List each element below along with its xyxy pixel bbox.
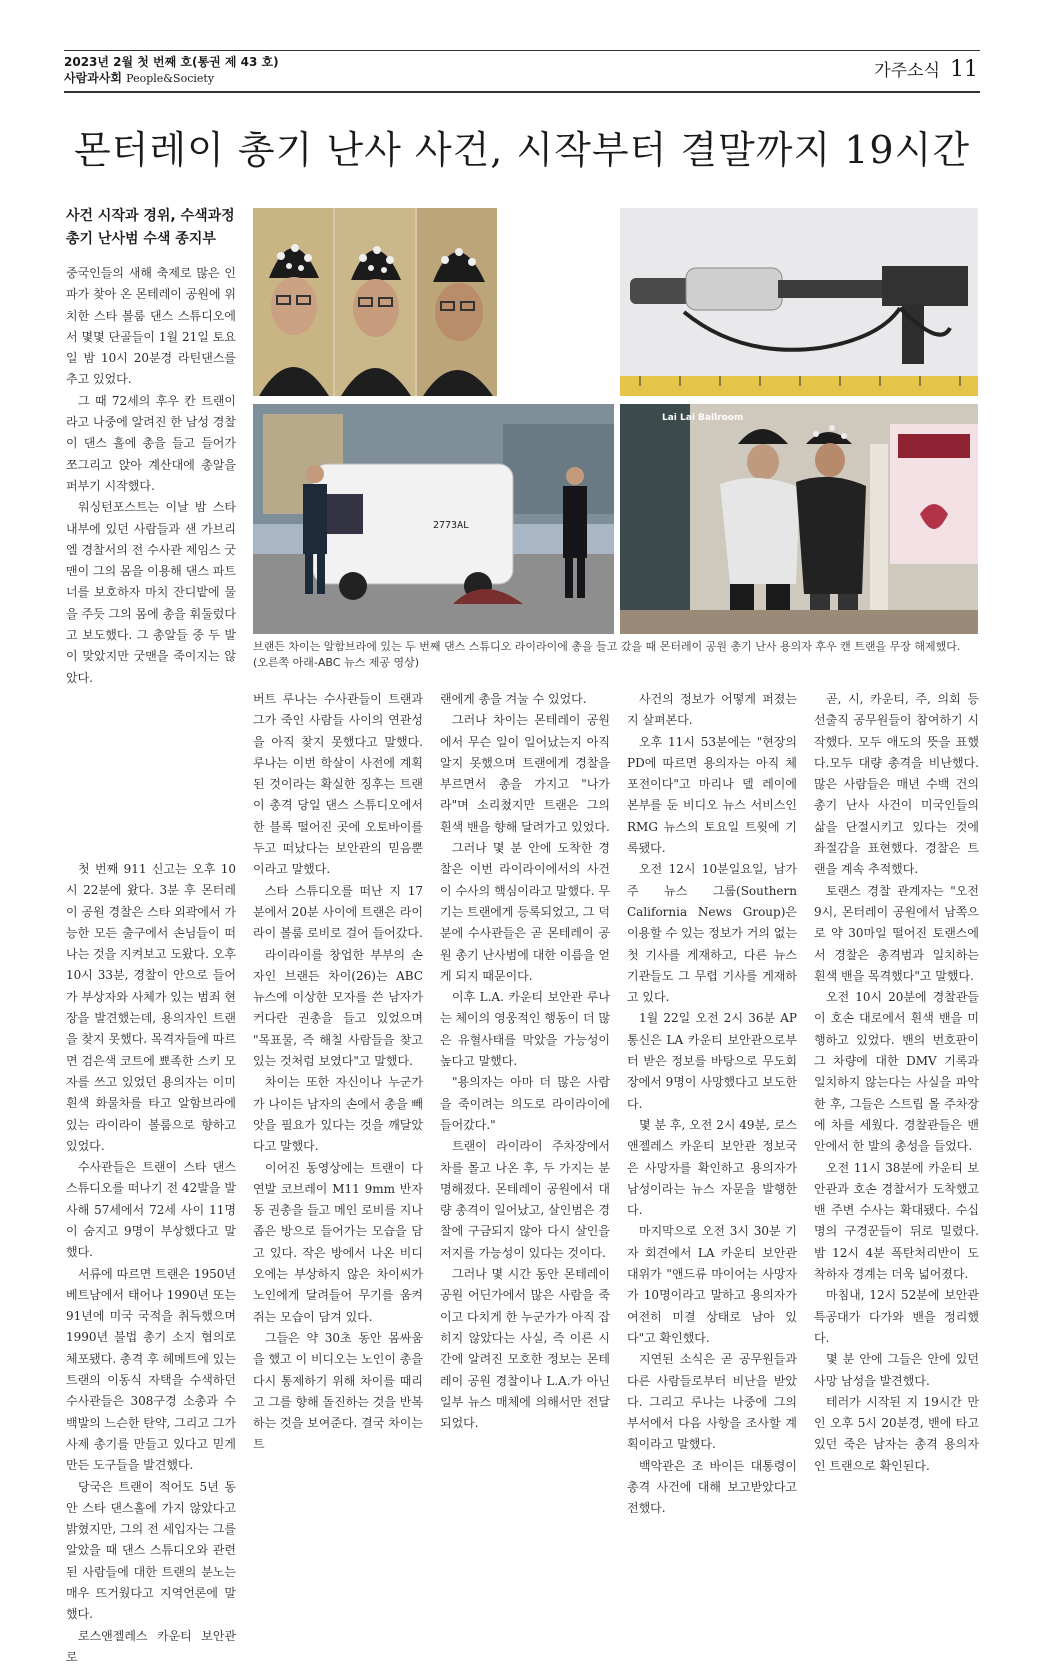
- article-column-1: [66, 263, 236, 1668]
- article-column-4: [627, 689, 797, 1520]
- publication-name-ko: 사람과사회: [64, 71, 122, 85]
- paragraph: 수사관들은 트랜이 스타 댄스 스튜디오를 떠나기 전 42발을 발사해 57세에서 72세 사이 11명이 숨지고 9명이 부상했다고 말했다.: [66, 1160, 236, 1260]
- subhead-line-1: 사건 시작과 경위, 수색과정: [66, 208, 235, 224]
- lobby-struggle-photo: [620, 404, 978, 634]
- photo-caption: 브랜든 차이는 알함브라에 있는 두 번째 댄스 스튜디오 라이라이에 총을 들고 갔을 때 몬터레이 공원 총기 난사 용의자 후우 캔 트랜을 무장 해제했다. (오른쪽 아래-ABC 뉴스 제공 영상): [253, 640, 961, 669]
- van-plate-text: 2773AL: [433, 520, 470, 531]
- suspect-stills-graphic: [253, 208, 497, 396]
- paragraph: 트랜이 라이라이 주차장에서 차를 몰고 나온 후, 두 가지는 분명해졌다. 몬테레이 공원에서 대량 총격이 일어났고, 살인범은 경찰에 구금되지 않아 다시 살인을 저지를 가능성이 있다는 것이다.: [440, 1139, 610, 1260]
- paragraph: 랜에게 총을 겨눌 수 있었다.: [440, 692, 587, 706]
- paragraph: 테러가 시작된 지 19시간 만인 오후 5시 20분경, 밴에 타고 있던 죽은 남자는 총격 용의자인 트랜으로 확인된다.: [814, 1394, 979, 1473]
- paragraph: 라이라이를 창업한 부부의 손자인 브랜든 차이(26)는 ABC 뉴스에 이상한 모자를 쓴 남자가 커다란 권총을 들고 있었으며 "목표물, 즉 해칠 사람들을 찾고 있는 것처럼 보였다"고 말했다.: [253, 947, 423, 1069]
- paragraph: 곧, 시, 카운티, 주, 의회 등 선출직 공무원들이 참여하기 시작했다. 모두 애도의 뜻을 표했다.모두 대량 총격을 비난했다. 많은 사람들은 매년 수백 건의 총기 난사 사건이 미국인들의 삶을 단절시키고 있다는 것에 좌절감을 표현했다. 경찰은 트랜을 계속 추적했다.: [814, 692, 979, 877]
- paragraph: 그 때 72세의 후우 칸 트랜이라고 나중에 알려진 한 남성 경찰이 댄스 홀에 총을 들고 들어가 쪼그리고 앉아 계산대에 총알을 퍼부기 시작했다.: [66, 393, 236, 493]
- paragraph: 오전 11시 38분에 카운티 보안관과 호손 경찰서가 도착했고 밴 주변 수사는 확대됐다. 수십 명의 구경꾼들이 뒤로 밀렸다. 밤 12시 4분 폭탄처리반이 도착하자 경계는 더욱 넓어졌다.: [814, 1160, 979, 1282]
- van-scene-photo: [253, 404, 614, 634]
- publication-line: [64, 70, 279, 87]
- lobby-struggle-graphic: [620, 404, 978, 634]
- paragraph: 차이는 또한 자신이나 누군가가 나이든 남자의 손에서 총을 빼앗을 필요가 있다는 것을 깨달았다고 말했다.: [253, 1075, 423, 1154]
- issue-line: 2023년 2월 첫 번째 호(통권 제 43 호): [64, 55, 279, 69]
- paragraph: 토랜스 경찰 관계자는 "오전 9시, 몬터레이 공원에서 남쪽으로 약 30마일 떨어진 토랜스에서 경찰은 총격범과 일치하는 흰색 밴을 목격했다"고 말했다.: [814, 883, 979, 983]
- paragraph: 마침내, 12시 52분에 보안관 특공대가 다가와 밴을 정리했다.: [814, 1288, 979, 1345]
- paragraph: 스타 스튜디오를 떠난 지 17분에서 20분 사이에 트랜은 라이라이 볼룸 로비로 걸어 들어갔다.: [253, 883, 423, 941]
- section-name: 가주소식: [874, 61, 940, 81]
- paragraph: 몇 분 안에 그들은 안에 있던 사망 남성을 발견했다.: [814, 1352, 979, 1388]
- paragraph: 마지막으로 오전 3시 30분 기자 회견에서 LA 카운티 보안관 대위가 "앤드류 마이어는 사망자가 10명이라고 말하고 용의자가 여전히 미결 상태로 남아 있다"고 확인했다.: [627, 1224, 797, 1345]
- article-column-3: [440, 689, 610, 1434]
- paragraph: 이후 L.A. 카운티 보안관 루나는 체이의 영웅적인 행동이 더 많은 유혈사태를 막았을 가능성이 높다고 말했다.: [440, 990, 610, 1069]
- article-subhead: [66, 205, 246, 251]
- header-bottom-rule: [64, 91, 980, 93]
- issue-info: [64, 54, 279, 87]
- paragraph: 서류에 따르면 트랜은 1950년 베트남에서 태어나 1990년 또는 91년에 미국 국적을 취득했으며 1990년 불법 총기 소지 혐의로 체포됐다. 총격 후 헤메트에 있는 트랜의 이동식 자택을 수색하던 수사관들은 308구경 소총과 수백발의 느슨한 탄약, 그리고 그가 사제 총기를 만들고 있다고 믿게 만든 도구들을 발견했다.: [66, 1266, 236, 1473]
- paragraph: 워싱턴포스트는 이날 밤 스타 내부에 있던 사람들과 샌 가브리엘 경찰서의 전 수사관 제임스 굿맨이 그의 몸을 이용해 댄스 파트너를 보호하자 마치 잔디밭에 물을 주듯 그의 몸에 총을 휘둘렀다고 보도했다. 그 총알들 중 두 발이 맞았지만 굿맨을 죽이지는 않았다.: [66, 500, 236, 685]
- paragraph: 백악관은 조 바이든 대통령이 총격 사건에 대해 보고받았다고 전했다.: [627, 1458, 797, 1516]
- publication-name-en: People&Society: [126, 72, 215, 85]
- weapon-photo: [620, 208, 978, 396]
- paragraph: 중국인들의 새해 축제로 많은 인파가 찾아 온 몬테레이 공원에 위치한 스타 볼룸 댄스 스튜디오에서 몇몇 단골들이 1월 21일 토요일 밤 10시 20분경 라틴댄스를 추고 있었다.: [66, 266, 236, 387]
- paragraph: 그러나 몇 분 안에 도착한 경찰은 이번 라이라이에서의 사건이 수사의 핵심이라고 말했다. 무기는 트랜에게 등록되었고, 그 덕분에 수사관들은 곧 몬테레이 공원 총기 난사범에 대한 이름을 얻게 되지 때문이다.: [440, 841, 610, 983]
- paragraph: 로스앤젤레스 카운티 보안관로: [66, 1628, 236, 1664]
- header-top-rule: [64, 50, 980, 51]
- paragraph: 그들은 약 30초 동안 몸싸움을 했고 이 비디오는 노인이 총을 다시 통제하기 위해 차이를 때리고 그를 향해 돌진하는 것을 반복하는 것을 보여준다. 결국 차이는 트: [253, 1330, 423, 1452]
- paragraph: 오전 10시 20분에 경찰관들이 호손 대로에서 흰색 밴을 미행하고 있었다. 밴의 번호판이 그 차량에 대한 DMV 기록과 일치하지 않는다는 사실을 파악한 후, 그들은 스트립 몰 주차장에 차를 세웠다. 경찰관들은 밴 안에서 한 발의 총성을 들었다.: [814, 990, 979, 1154]
- weapon-graphic: [620, 208, 978, 396]
- paragraph: "용의자는 아마 더 많은 사람을 죽이려는 의도로 라이라이에 들어갔다.": [440, 1075, 610, 1132]
- paragraph: 당국은 트랜이 적어도 5년 동안 스타 댄스홀에 가지 않았다고 밝혔지만, 그의 전 세입자는 그를 알았을 때 댄스 스튜디오와 관련된 사람들에 대한 트랜의 분노는 매우 뜨거웠다고 지역언론에 말했다.: [66, 1479, 236, 1622]
- paragraph: 그러나 차이는 몬테레이 공원에서 무슨 일이 일어났는지 아직 알지 못했으며 트랜에게 경찰을 부르면서 총을 가지고 "나가라"며 소리쳤지만 트랜은 그의 흰색 밴을 향해 달려가고 있었다.: [440, 713, 610, 834]
- van-scene-graphic: [253, 404, 614, 634]
- paragraph: 이어진 동영상에는 트랜이 다연발 코브레이 M11 9mm 반자동 권총을 들고 메인 로비를 지나 좁은 방으로 들어가는 모습을 담고 있다. 작은 방에서 나온 비디오에는 부상하지 않은 차이씨가 노인에게 달려들어 무기를 움켜쥐는 모습이 담겨 있다.: [253, 1160, 423, 1324]
- paragraph: 오후 11시 53분에는 "현장의 PD에 따르면 용의자는 아직 체포전이다"고 마리나 델 레이에 본부를 둔 비디오 뉴스 서비스인 RMG 뉴스의 토요일 트윗에 기록됐다.: [627, 734, 797, 856]
- suspect-stills-photo: [253, 208, 497, 396]
- section-header: [874, 56, 978, 82]
- paragraph: 1월 22일 오전 2시 36분 AP통신은 LA 카운티 보안관으로부터 받은 정보를 바탕으로 무도회장에서 9명이 사망했다고 보도한다.: [627, 1011, 797, 1111]
- paragraph: 지연된 소식은 곧 공무원들과 다른 사람들로부터 비난을 받았다. 그리고 루나는 나중에 그의 부서에서 다음 사항을 조사할 계획이라고 말했다.: [627, 1352, 797, 1452]
- paragraph: 첫 번째 911 신고는 오후 10시 22분에 왔다. 3분 후 몬터레이 공원 경찰은 스타 외곽에서 가능한 모든 출구에서 손님들이 떠나는 것을 지켜보고 도왔다. 오후 10시 33분, 경찰이 안으로 들어가 부상자와 사체가 있는 범죄 현장을 발견했는데, 용의자인 트랜을 찾지 못했다. 목격자들에 따르면 검은색 코트에 뾰족한 스키 모자를 쓰고 있었던 용의자는 이미 흰색 화물차를 타고 알함브라에 있는 라이라이 볼룸으로 향하고 있었다.: [66, 861, 236, 1153]
- paragraph: 사건의 정보가 어떻게 퍼졌는지 살펴본다.: [627, 692, 797, 728]
- paragraph: 버트 루나는 수사관들이 트랜과 그가 죽인 사람들 사이의 연관성을 아직 찾지 못했다고 말했다. 루나는 이번 학살이 사전에 계획된 것이라는 확실한 징후는 트랜이 총격 당일 댄스 스튜디오에서 한 블록 떨어진 곳에 오토바이를 두고 떠났다는 보안관의 믿음뿐이라고 말했다.: [253, 692, 423, 877]
- article-headline: 몬터레이 총기 난사 사건, 시작부터 결말까지 19시간: [73, 128, 971, 172]
- paragraph: 몇 분 후, 오전 2시 49분, 로스앤젤레스 카운티 보안관 정보국은 사망자를 확인하고 용의자가 남성이라는 뉴스 자문을 발행한다.: [627, 1117, 797, 1218]
- paragraph: 오전 12시 10분일요일, 남가주 뉴스 그룹(Southern California News Group)은 이용할 수 있는 정보가 거의 없는 첫 기사를 게재하고, 다른 뉴스 기관들도 그 무렵 기사를 게재하고 있다.: [627, 862, 797, 1005]
- article-column-2: [253, 689, 423, 1456]
- article-column-5: [814, 689, 979, 1477]
- subhead-line-2: 총기 난사범 수색 종지부: [66, 231, 216, 247]
- ballroom-sign-label: Lai Lai Ballroom: [662, 413, 744, 423]
- paragraph: 그러나 몇 시간 동안 몬테레이 공원 어딘가에서 많은 사람을 죽이고 다치게 한 누군가가 아직 잡히지 않았다는 사실, 즉 이른 시간에 알려진 모호한 정보는 몬테레이 공원 경찰이나 L.A.가 아닌 일부 뉴스 매체에 의해서만 전달되었다.: [440, 1267, 610, 1431]
- page-number: 11: [950, 57, 978, 82]
